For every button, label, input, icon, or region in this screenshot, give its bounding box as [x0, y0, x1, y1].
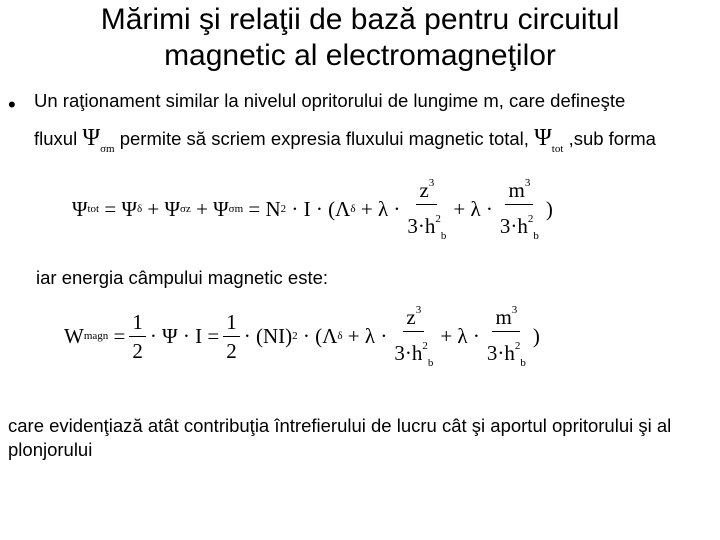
fraction-m3: $\frac{m^3}{3\cdot h^2_b}$ — [497, 171, 542, 248]
fraction-z3-energy: $\frac{z^3}{3\cdot h^2_b}$ — [391, 298, 436, 375]
bullet-end-text: ,sub forma — [568, 128, 656, 149]
slide-title — [0, 2, 720, 74]
psi-sigma-m-symbol: $\Psi_{\sigma m}$ — [82, 125, 115, 155]
fraction-one-half-1: $\frac{1}{2}$ — [129, 310, 146, 363]
title-line-2: magnetic al electromagneţilor — [164, 39, 556, 72]
psi-tot-symbol: $\Psi_{tot}$ — [534, 125, 564, 155]
bullet-middle-text: permite să scriem expresia fluxului magnetic total, — [119, 128, 529, 149]
fraction-one-half-2: $\frac{1}{2}$ — [223, 310, 240, 363]
energy-intro-text: iar energia câmpului magnetic este: — [36, 267, 329, 288]
fluxul-label: fluxul — [34, 128, 78, 149]
fraction-m3-energy: $\frac{m^3}{3\cdot h^2_b}$ — [484, 298, 529, 375]
conclusion-text: care evidenţiază atât contribuţia întrefierului de lucru cât şi aportul opritorului şi al plonjorului — [8, 415, 672, 460]
bullet-text-line-1: Un raţionament similar la nivelul opritorului de lungime m, care defineşte — [34, 90, 626, 111]
fraction-z3: $\frac{z^3}{3\cdot h^2_b}$ — [404, 171, 449, 248]
bullet-marker: • — [8, 92, 16, 117]
equation-magnetic-energy: W magn = $\frac{1}{2}$ · Ψ · I = $\frac{1}{2}$ · (NI) 2 · (Λ δ + λ · $\frac{z^3}{3\cdot h^2_b}$ + λ · $\frac{m^3}{3\cdot h^2_b}$ ) — [64, 304, 540, 368]
equation-total-flux: Ψ tot = Ψ δ + Ψ σz + Ψ σm = N 2 · I · (Λ δ + λ · $\frac{z^3}{3\cdot h^2_b}$ + λ · $\frac{m^3}{3\cdot h^2_b}$ ) — [72, 178, 553, 240]
bullet-text-line-2 — [34, 125, 656, 155]
title-line-1: Mărimi şi relaţii de bază pentru circuitul — [100, 3, 620, 36]
